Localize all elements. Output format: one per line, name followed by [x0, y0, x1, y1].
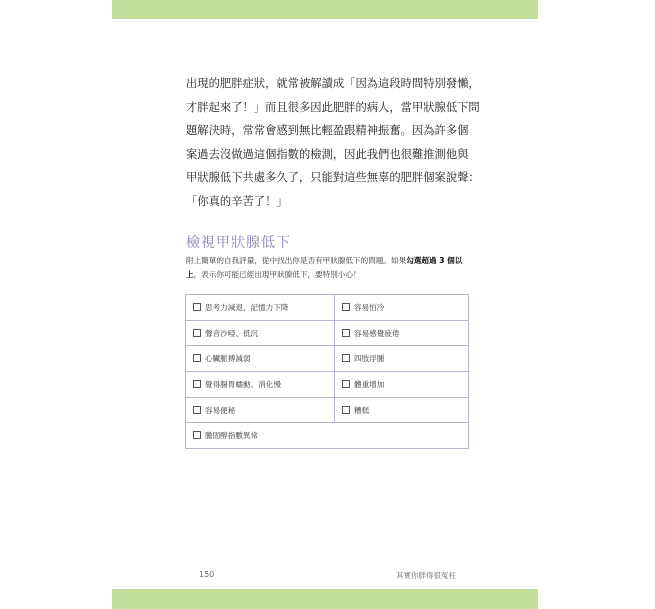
checklist-row [186, 372, 469, 398]
checklist-item-label: 覺得腸胃蠕動、消化慢 [205, 379, 281, 389]
page-number: 150 [199, 570, 215, 579]
checklist-row [186, 423, 469, 449]
intro-prefix: 附上簡單的自我評量，從中找出你是否有甲狀腺低下的問題。如果 [186, 256, 407, 265]
body-line: 題解決時，常常會感到無比輕盈跟精神振奮。因為許多個 [186, 124, 469, 138]
section-intro [186, 254, 472, 282]
checklist-row [186, 397, 469, 423]
checklist-item-label: 聲音沙啞、低沉 [205, 328, 259, 338]
checkbox-icon[interactable] [193, 329, 201, 337]
checklist-row [186, 295, 469, 321]
checkbox-icon[interactable] [342, 329, 350, 337]
checklist-item-label: 容易感覺疲倦 [354, 328, 400, 338]
checklist-item-label: 容易怕冷 [354, 302, 385, 312]
symptom-checklist [185, 294, 469, 449]
intro-emphasis: 勾選超過 3 個以上 [186, 256, 463, 279]
body-line: 甲狀腺低下共處多久了，只能對這些無辜的肥胖個案說聲： [186, 171, 480, 185]
checklist-item[interactable] [335, 320, 469, 346]
checklist-item-label: 容易便秘 [205, 405, 236, 415]
checklist-item-label: 糟糕 [354, 405, 370, 415]
body-line: 才胖起來了！」而且很多因此肥胖的病人，當甲狀腺低下問 [186, 100, 480, 114]
checklist-item-label: 四肢浮腫 [354, 354, 385, 364]
checklist-item[interactable] [186, 397, 335, 423]
checklist-item-label: 膽固醇指數異常 [205, 431, 259, 441]
checklist-item[interactable] [186, 295, 335, 321]
checklist-item-label: 思考力減退、記憶力下降 [205, 302, 289, 312]
section-title: 檢視甲狀腺低下 [186, 235, 291, 251]
body-paragraph [186, 72, 486, 214]
checkbox-icon[interactable] [193, 380, 201, 388]
intro-suffix: ，表示你可能已經出現甲狀腺低下，要特別小心！ [193, 270, 361, 279]
body-line: 出現的肥胖症狀，就常被解讀成「因為這段時間特別發懶， [186, 77, 480, 90]
checklist-item[interactable] [186, 423, 469, 449]
checklist-row [186, 346, 469, 372]
checkbox-icon[interactable] [342, 354, 350, 362]
checkbox-icon[interactable] [342, 380, 350, 388]
checklist-item[interactable] [186, 346, 335, 372]
checkbox-icon[interactable] [193, 431, 201, 439]
checkbox-icon[interactable] [193, 406, 201, 414]
header-band [112, 0, 538, 19]
checklist-item[interactable] [335, 346, 469, 372]
checklist-item[interactable] [335, 295, 469, 321]
body-line: 案過去沒做過這個指數的檢測，因此我們也很難推測他與 [186, 147, 469, 161]
checklist-item[interactable] [335, 372, 469, 398]
checklist-item[interactable] [186, 372, 335, 398]
checklist-row [186, 320, 469, 346]
checklist-item-label: 心臟脈搏減弱 [205, 354, 251, 364]
running-title: 其實你胖得很冤枉 [396, 571, 456, 580]
checkbox-icon[interactable] [342, 406, 350, 414]
checkbox-icon[interactable] [342, 303, 350, 311]
checklist-item[interactable] [335, 397, 469, 423]
checklist-item[interactable] [186, 320, 335, 346]
checklist-item-label: 體重增加 [354, 379, 385, 389]
checkbox-icon[interactable] [193, 354, 201, 362]
body-line: 「你真的辛苦了！」 [186, 194, 288, 208]
checkbox-icon[interactable] [193, 303, 201, 311]
footer-band [112, 589, 538, 609]
